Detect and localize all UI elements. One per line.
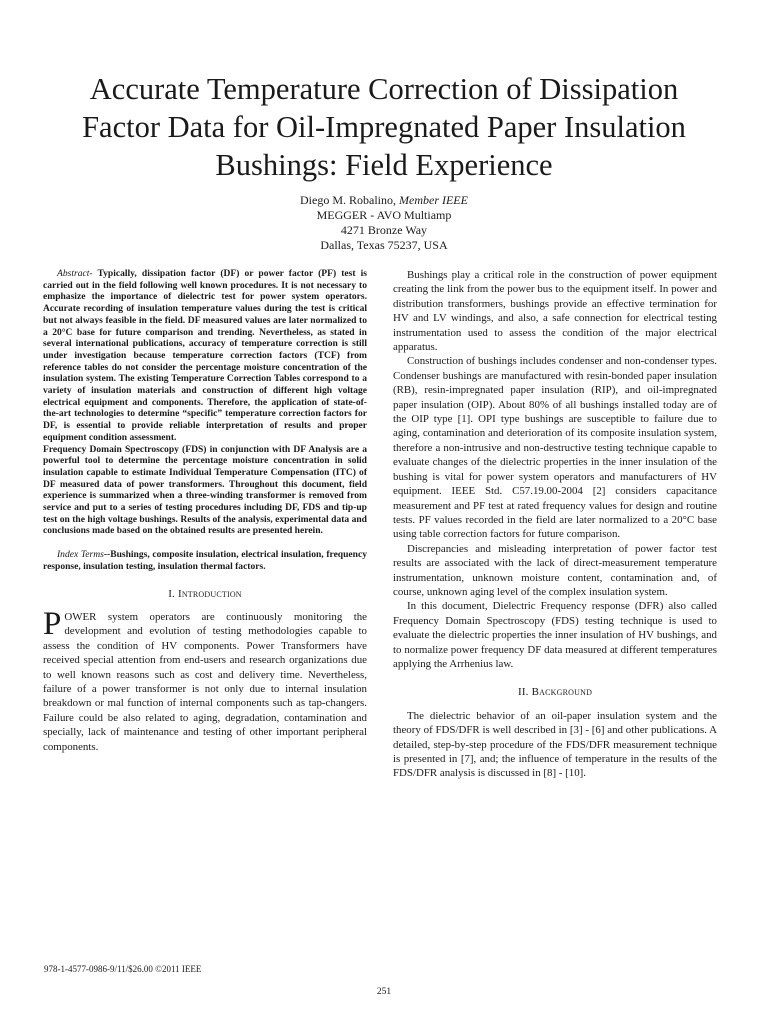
section-title: Introduction bbox=[177, 587, 242, 600]
author-role: Member IEEE bbox=[399, 193, 468, 207]
abstract-lead: Abstract- bbox=[57, 268, 93, 279]
section-numeral: I. bbox=[168, 587, 178, 600]
index-terms-paragraph bbox=[43, 549, 367, 572]
page-number: 251 bbox=[376, 987, 392, 997]
body-paragraph: Discrepancies and misleading interpretation of power factor test results are associated with the lack of direct-measurement temperature instrumentation, unknown moisture content, contamination and, of course, unknown aging level of the complex insulation system. bbox=[393, 542, 717, 598]
abstract-paragraph: Frequency Domain Spectroscopy (FDS) in conjunction with DF Analysis are a powerful tool to determine the percentage moisture concentration in solid insulation capable to estimate Individual Temperature Compensation (ITC) of DF measured data of power transformers. Throughout this document, field experience is summarized when a three-winding transformer is removed from service and put to a series of testing procedures including DF, FDS and tip-up test on the high voltage bushings. Results of the analysis, experimental data and conclusions made based on the obtained results are presented herein. bbox=[43, 443, 367, 537]
background-paragraph: The dielectric behavior of an oil-paper insulation system and the theory of FDS/DFR is well described in [3] - [6] and other publications. A detailed, step-by-step procedure of the FDS/DFR measurement technique is presented in [7], and; the influence of temperature in the results of the FDS/DFR analysis is discussed in [8] - [10]. bbox=[393, 709, 717, 780]
title-line: Bushings: Field Experience bbox=[215, 148, 553, 182]
paper-title bbox=[60, 70, 708, 184]
author-block bbox=[184, 193, 584, 253]
abstract-text: Typically, dissipation factor (DF) or power factor (PF) test is carried out in the field following well known procedures. It is not necessary to emphasize the importance of dielectric test for power system operators. Accurate recording of insulation temperature values during the test is critical but not always feasible in the field. DF measured values are later normalized to a 20°C base for future comparison and trending. Nevertheless, as stated in several international publications, accuracy of temperature correction is still under investigation because temperature correction factors (TCF) from reference tables do not consider the percentage moisture concentration of the insulation system. The existing Temperature Correction Tables correspond to a variety of insulation materials and construction of different high voltage electrical equipment and components. Therefore, the application of state-of-the-art technologies to determine “specific” temperature correction factors for DF, is essential to provide reliable interpretation of results and proper equipment condition assessment. bbox=[43, 268, 367, 443]
body-paragraph: Construction of bushings includes condenser and non-condenser types. Condenser bushings are manufactured with resin-bonded paper insulation (RB), resin-impregnated paper insulation (RIP), and oil-impregnated paper insulation (OIP). About 80% of all bushings installed today are of the OIP type [1]. OPI type bushings are susceptible to failure due to aging, contamination and deterioration of its composite insulation system, therefore a non-intrusive and non-destructive testing technique capable to evaluate changes of the dielectric properties in the inner insulation of the bushing is vital for power system operators and manufacturers of HV equipment. IEEE Std. C57.19.00-2004 [2] considers capacitance measurement and PF test at rated frequency values for design and routine tests. PF values recorded in the field are later normalized to a 20°C base using table correction factors for future comparison. bbox=[393, 355, 717, 541]
copyright-footer: 978-1-4577-0986-9/11/$26.00 ©2011 IEEE bbox=[44, 964, 202, 974]
introduction-paragraph bbox=[43, 605, 367, 754]
left-column bbox=[43, 268, 367, 754]
author-affiliation: MEGGER - AVO Multiamp bbox=[316, 208, 452, 222]
body-paragraph: Bushings play a critical role in the construction of power equipment creating the link from the power bus to the equipment itself. In power and distribution transformers, bushings provide an effective termination for HV and LV windings, and also, a safe connection for electrical testing instrumentation used to assess the condition of the major electrical apparatus. bbox=[393, 269, 717, 354]
right-column bbox=[393, 268, 717, 781]
author-name-line bbox=[184, 193, 584, 208]
title-line: Accurate Temperature Correction of Dissipation bbox=[89, 72, 679, 106]
author-city: Dallas, Texas 75237, USA bbox=[320, 238, 448, 252]
abstract-paragraph bbox=[43, 268, 367, 444]
body-paragraph: In this document, Dielectric Frequency response (DFR) also called Frequency Domain Spectroscopy (FDS) testing technique is used to evaluate the dielectric properties the inner insulation of HV bushings, and to normalize power frequency DF data measured at different temperatures applying the Arrhenius law. bbox=[393, 600, 717, 670]
index-terms-text: --Bushings, composite insulation, electrical insulation, frequency response, insulation testing, insulation thermal factors. bbox=[43, 549, 367, 572]
title-line: Factor Data for Oil-Impregnated Paper Insulation bbox=[82, 110, 686, 144]
index-terms-lead: Index Terms bbox=[57, 549, 104, 561]
index-terms bbox=[43, 549, 367, 572]
drop-cap: P bbox=[43, 605, 62, 642]
section-heading-background bbox=[393, 685, 717, 699]
author-address: 4271 Bronze Way bbox=[340, 223, 428, 237]
author-name: Diego M. Robalino, bbox=[300, 193, 399, 207]
section-heading-introduction bbox=[43, 587, 367, 601]
introduction-text: OWER system operators are continuously monitoring the development and evolution of testing methodologies capable to assess the condition of HV components. Power Transformers have received special attention from end-users and research organizations due to well known reasons such as cost and delivery time. Nevertheless, failure of a power transformer is not only due to internal insulation breakdown or mal function of internal components such as tap-changers. Failure could be also related to aging, degradation, contamination and specially, lack of maintenance and testing of other important peripheral components. bbox=[43, 610, 367, 753]
abstract bbox=[43, 268, 367, 537]
section-title: Background bbox=[531, 686, 593, 699]
section-numeral: II. bbox=[517, 686, 532, 699]
